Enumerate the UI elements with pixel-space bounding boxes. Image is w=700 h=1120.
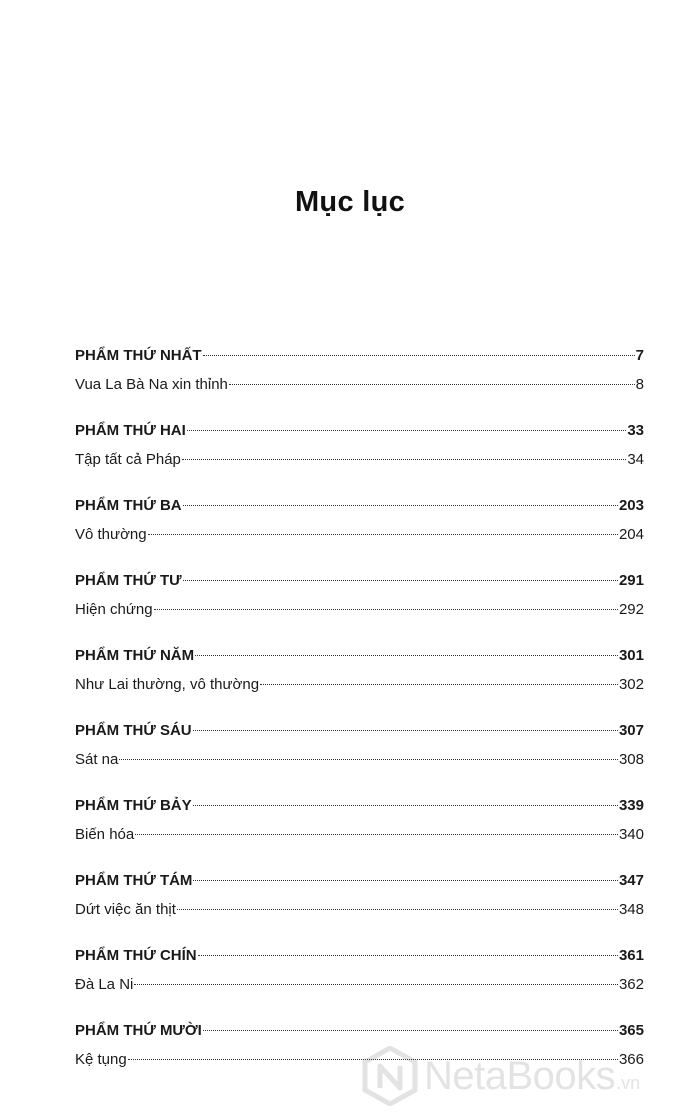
chapter-heading-label: PHẨM THỨ MƯỜI <box>75 1022 202 1039</box>
toc-chapter <box>75 417 644 474</box>
dot-leader <box>193 730 618 731</box>
toc-entry[interactable] <box>75 746 644 775</box>
toc-chapter-heading[interactable] <box>75 792 644 821</box>
entry-label: Dứt việc ăn thịt <box>75 900 176 918</box>
page-title: Mục lục <box>294 186 406 218</box>
toc-entry[interactable] <box>75 446 644 475</box>
toc-chapter-heading[interactable] <box>75 717 644 746</box>
page-number: 340 <box>618 825 644 843</box>
toc-chapter-heading[interactable] <box>75 867 644 896</box>
toc-entry[interactable] <box>75 896 644 925</box>
dot-leader <box>154 609 618 610</box>
dot-leader <box>203 355 635 356</box>
watermark-suffix: .vn <box>616 1072 641 1093</box>
dot-leader <box>193 880 618 881</box>
toc-chapter-heading[interactable] <box>75 417 644 446</box>
chapter-heading-label: PHẨM THỨ BẢY <box>75 797 192 814</box>
page-number: 366 <box>618 1050 644 1068</box>
entry-label: Vô thường <box>75 525 147 543</box>
toc-chapter <box>75 792 644 849</box>
toc-chapter <box>75 717 644 774</box>
dot-leader <box>119 759 618 760</box>
toc-entry[interactable] <box>75 971 644 1000</box>
page-number: 347 <box>618 872 644 889</box>
page-number: 7 <box>635 347 644 364</box>
entry-label: Kệ tụng <box>75 1050 127 1068</box>
toc-chapter-heading[interactable] <box>75 492 644 521</box>
watermark-text: NetaBooks <box>424 1053 616 1098</box>
toc-entry[interactable] <box>75 671 644 700</box>
watermark <box>362 1045 640 1107</box>
toc-chapter-heading[interactable] <box>75 342 644 371</box>
entry-label: Vua La Bà Na xin thỉnh <box>75 375 228 393</box>
entry-label: Đà La Ni <box>75 975 134 993</box>
page-number: 203 <box>618 497 644 514</box>
page-number: 339 <box>618 797 644 814</box>
chapter-heading-label: PHẨM THỨ CHÍN <box>75 947 197 964</box>
chapter-heading-label: PHẨM THỨ TƯ <box>75 572 182 589</box>
chapter-heading-label: PHẨM THỨ NHẤT <box>75 347 202 364</box>
toc-chapter-heading[interactable] <box>75 567 644 596</box>
toc-entry[interactable] <box>75 371 644 400</box>
chapter-heading-label: PHẨM THỨ SÁU <box>75 722 192 739</box>
dot-leader <box>260 684 618 685</box>
toc-entry[interactable] <box>75 521 644 550</box>
entry-label: Tập tất cả Pháp <box>75 450 181 468</box>
toc-chapter-heading[interactable] <box>75 642 644 671</box>
dot-leader <box>183 580 618 581</box>
page-number: 308 <box>618 750 644 768</box>
dot-leader <box>198 955 618 956</box>
dot-leader <box>193 805 618 806</box>
chapter-heading-label: PHẨM THỨ HAI <box>75 422 186 439</box>
table-of-contents <box>75 342 644 1092</box>
page-number: 307 <box>618 722 644 739</box>
page-number: 292 <box>618 600 644 618</box>
toc-entry[interactable] <box>75 596 644 625</box>
page-number: 348 <box>618 900 644 918</box>
page-number: 204 <box>618 525 644 543</box>
dot-leader <box>187 430 627 431</box>
dot-leader <box>183 505 618 506</box>
page-number: 291 <box>618 572 644 589</box>
dot-leader <box>148 534 618 535</box>
page-number: 8 <box>635 375 644 393</box>
page-number: 361 <box>618 947 644 964</box>
toc-chapter <box>75 867 644 924</box>
toc-entry[interactable] <box>75 821 644 850</box>
page-number: 365 <box>618 1022 644 1039</box>
toc-chapter <box>75 567 644 624</box>
netabooks-logo-icon <box>362 1046 418 1106</box>
entry-label: Sát na <box>75 750 119 768</box>
chapter-heading-label: PHẨM THỨ NĂM <box>75 647 195 664</box>
page-number: 34 <box>627 450 644 468</box>
dot-leader <box>135 834 618 835</box>
toc-chapter <box>75 342 644 399</box>
chapter-heading-label: PHẨM THỨ BA <box>75 497 182 514</box>
page-number: 33 <box>627 422 644 439</box>
entry-label: Biến hóa <box>75 825 135 843</box>
dot-leader <box>203 1030 618 1031</box>
dot-leader <box>134 984 618 985</box>
chapter-heading-label: PHẨM THỨ TÁM <box>75 872 193 889</box>
dot-leader <box>229 384 635 385</box>
dot-leader <box>182 459 626 460</box>
dot-leader <box>195 655 618 656</box>
entry-label: Hiện chứng <box>75 600 153 618</box>
toc-chapter-heading[interactable] <box>75 1017 644 1046</box>
toc-chapter <box>75 942 644 999</box>
toc-chapter <box>75 492 644 549</box>
dot-leader <box>177 909 618 910</box>
page-number: 301 <box>618 647 644 664</box>
entry-label: Như Lai thường, vô thường <box>75 675 260 693</box>
page-number: 302 <box>618 675 644 693</box>
toc-chapter-heading[interactable] <box>75 942 644 971</box>
page-number: 362 <box>618 975 644 993</box>
toc-chapter <box>75 642 644 699</box>
